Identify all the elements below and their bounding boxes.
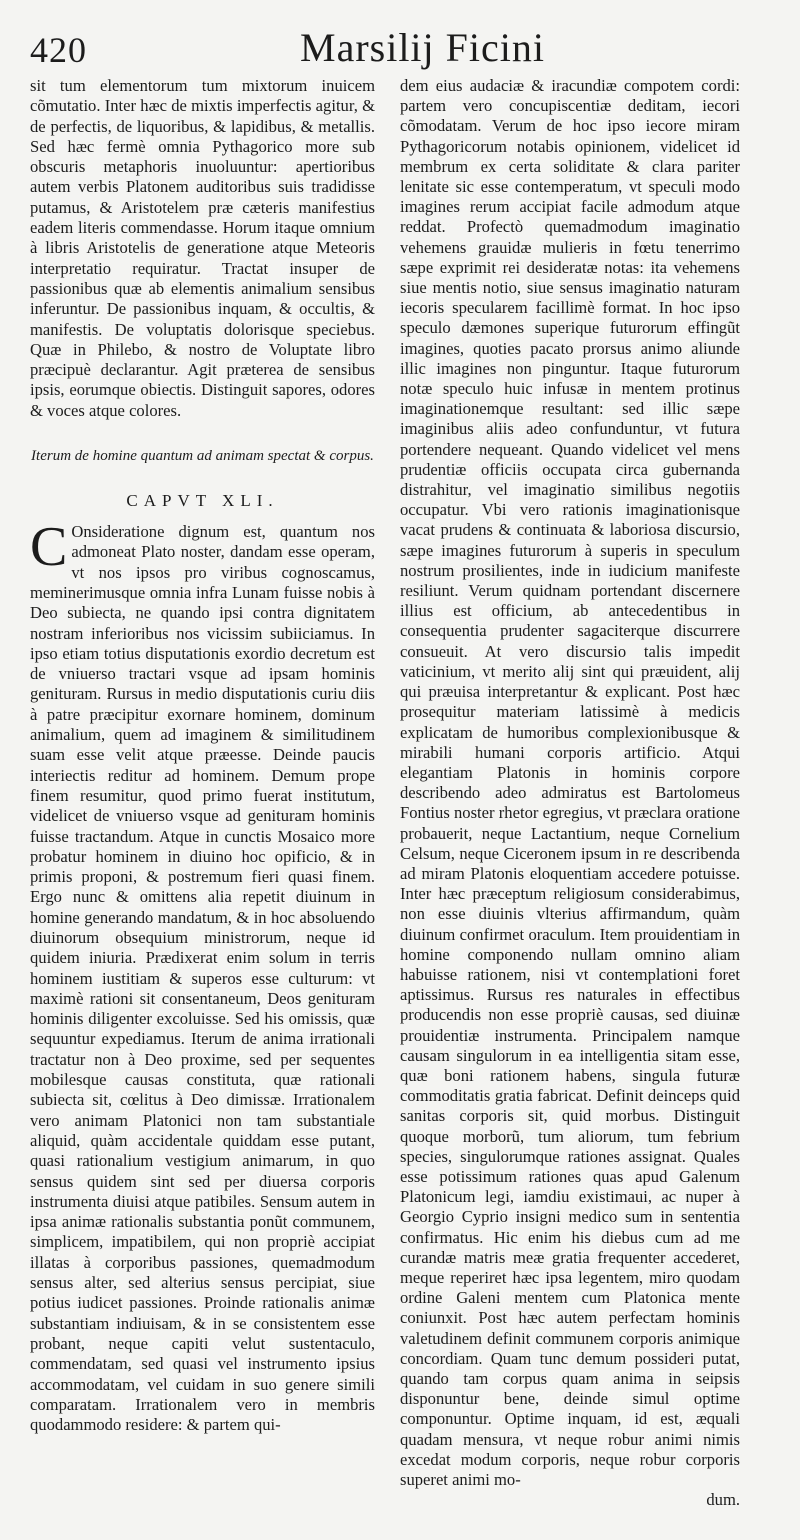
catchword: dum. [706, 1490, 740, 1510]
left-column [30, 76, 375, 1531]
paragraph: Onsideratione dignum est, quantum nos admoneat Plato noster, dandam esse operam, vt nos ipsos pro viribus cognoscamus, meminerimusque omnia infra Lunam fuisse nobis à Deo subiecta, ne quando ipsi contra dignitatem nostram inferioribus nos vicissim subiiciamus. In ipso etiam totius disputationis exordio decretum est de vniuerso tractari vsque ad ipsam hominis genituram. Rursus in medio disputationis curiu diis à patre præcipitur exornare hominem, dominum animalium, quem ad imaginem & similitudinem suam esse velit atque præesse. Deinde paucis interiectis reditur ad hominem. Demum prope finem resumitur, quod primo fuerat institutum, videlicet de vniuerso vsque ad genituram hominis fuisse tractandum. Atque in cunctis Mosaico more probatur hominem in diuino hoc opificio, & in primis proponi, & postremum fieri quasi finem. Ergo nunc & omittens alia repetit diuinum in homine generando mandatum, & in hoc absoluendo diuinorum obsequium ministrorum, neque id quidem iniuria. Prædixerat enim solum in terris hominem iustitiam & superos esse culturum: vt maximè rationi sit consentaneum, Deos genituram hominis diligenter excoluisse. Sed his omissis, quæ sequuntur expediamus. Iterum de anima irrationali tractatur non à Deo proxime, sed per sequentes mobilesque causas constituta, quæ rationali subiecta sit, cœlitus à Deo dimissæ. Irrationalem vero animam Platonici non tam substantiale aliquid, quàm accidentale quiddam esse putant, quasi rationalium vestigium animarum, in quo sensus quidem sint sed per diuersa corporis instrumenta diuisi atque patibiles. Sensum autem in ipsa animæ rationalis substantia ponũt communem, simplicem, impatibilem, qui non propriè accipiat illatas à corporibus passiones, quemadmodum sensus alter, sed alterius sensus percipiat, siue potius iudicet passiones. Proinde rationalis animæ substantiam indiuisam, & in se consistentem esse probant, neque capiti velut sustentaculo, commendatam, sed quasi vel instrumento ipsius accommodatam, vel cuidam in suo genere simili comparatam. Irrationalem vero in membris quodammodo residere: & partem qui- [30, 522, 375, 1435]
paragraph: dem eius audaciæ & iracundiæ compotem cordi: partem vero concupiscentiæ deditam, iecori cõmodatam. Verum de hoc ipso iecore miram Pythagoricorum notabis opinionem, videlicet id membrum ex certa soliditate & clara pariter lenitate sic esse contemperatum, vt speculi modo imagines rerum accipiat facile admodum atque reddat. Profectò quemadmodum imaginatio vehemens grauidæ mulieris in fœtu tenerrimo sæpe exprimit rei desideratæ notas: ita vehemens siue mentis notio, siue sensus imaginatio naturam iecoris specularem facillimè format. In hoc ipso speculo dæmones superique futurorum effingũt imagines, quoties pacato prorsus animo aliunde illic imagines non pinguntur. Itaque futurorum notæ speculo huic infusæ in mentem protinus imaginationemque resultant: sed illic sæpe imaginibus aliis adeo confunduntur, vt futura portendere nequeant. Quando videlicet vel mens prudentiæ officiis occupata circa gubernanda distrahitur, vel imaginatio similibus negotiis occupatur. Vbi vero rationis imaginationisque vacat prudens & continuata & laboriosa discursio, sæpe imagines futurorum à superis in speculum nostrum prosilientes, inde in iudicium manifeste resiliunt. Verum quidnam portendant discernere illius est officium, ab antecedentibus in consequentia prudenter sagaciterque discurrere consueuit. At vero discursio talis impedit vaticinium, vt merito alij sint qui præuident, alij qui præuisa interpretantur & explicant. Post hæc prosequitur materiam latissimè à medicis explicatam de humoribus complexionibusque & mirabili humani corporis artificio. Atqui elegantiam Platonis in hominis corpore describendo adeo admiratus est Bartolomeus Fontius noster rhetor egregius, vt præclara oratione probauerit, neque Lactantium, neque Cornelium Celsum, neque Ciceronem ipsum in re describenda ad miram Platonis eloquentiam accedere potuisse. Inter hæc præceptum religiosum considerabimus, non esse diuinis vlterius affirmandum, quàm diuinum confirmet oraculum. Item prouidentiam in homine componendo nullam omnino aliam habuisse rationem, nisi vt contemplationi foret aptissimus. Rursus res naturales in effectibus producendis non esse propriè causas, sed diuinæ prouidentiæ instrumenta. Principalem namque causam singulorum in ea intelligentia sitam esse, quæ boni rationem habens, singula futuræ commoditatis gratia fabricat. Definit deinceps quid sanitas corporis sit, quid morbus. Distinguit quoque morborũ, tum aliorum, tum febrium species, singulorumque rationes assignat. Quales esse potissimum rationes quas apud Galenum Platonicum legi, iamdiu existimaui, ac nuper à Georgio Cyprio insigni medico sum in sententia confirmatus. Hic enim his diebus cum ad me curandæ matris meæ gratia frequenter accederet, meque reperiret hæc ipsa legentem, miro quodam ordine Galeni mentem cum Platonica mente coniunxit. Post hæc autem perfectam hominis valetudinem definit communem corporis animique concordiam. Quam tunc demum possideri putat, quando tam corpus quam anima in seipsis disponuntur bene, deinde simul optime componuntur. Optime inquam, id est, æquali quadam mensura, vt neque robur animi nimis excedat modum corporis, neque robur corporis superet animi mo- [400, 76, 740, 1490]
running-head: Marsilij Ficini [300, 25, 545, 70]
right-column [400, 76, 740, 1531]
chapter-body [30, 516, 375, 1435]
drop-cap: C [30, 516, 68, 579]
paragraph: sit tum elementorum tum mixtorum inuicem cõmutatio. Inter hæc de mixtis imperfectis agitur, & de perfectis, de liquoribus, & lapidibus, & metallis. Sed hæc fermè omnia Pythagorico more sub obscuris metaphoris inuoluuntur: apertioribus autem verbis Platonem auditoribus suis tradidisse putamus, & Aristotelem præ cæteris manifestius eadem literis commendasse. Horum itaque omnium à libris Aristotelis de generatione atque Meteoris interpretatio requiratur. Tractat insuper de passionibus quæ ab elementis animalium sensibus inferuntur. De passionibus inquam, & occultis, & manifestis. De voluptatis dolorisque speciebus. Quæ in Philebo, & nostro de Voluptate libro præcipuè declarantur. Agit præterea de sensibus ipsis, eorumque obiectis. Distinguit sapores, odores & voces atque colores. [30, 76, 375, 420]
page-number: 420 [30, 30, 87, 70]
page-header [0, 20, 800, 70]
section-subtitle: Iterum de homine quantum ad animam spectat & corpus. [31, 448, 374, 465]
chapter-heading: CAPVT XLI. [126, 491, 279, 511]
